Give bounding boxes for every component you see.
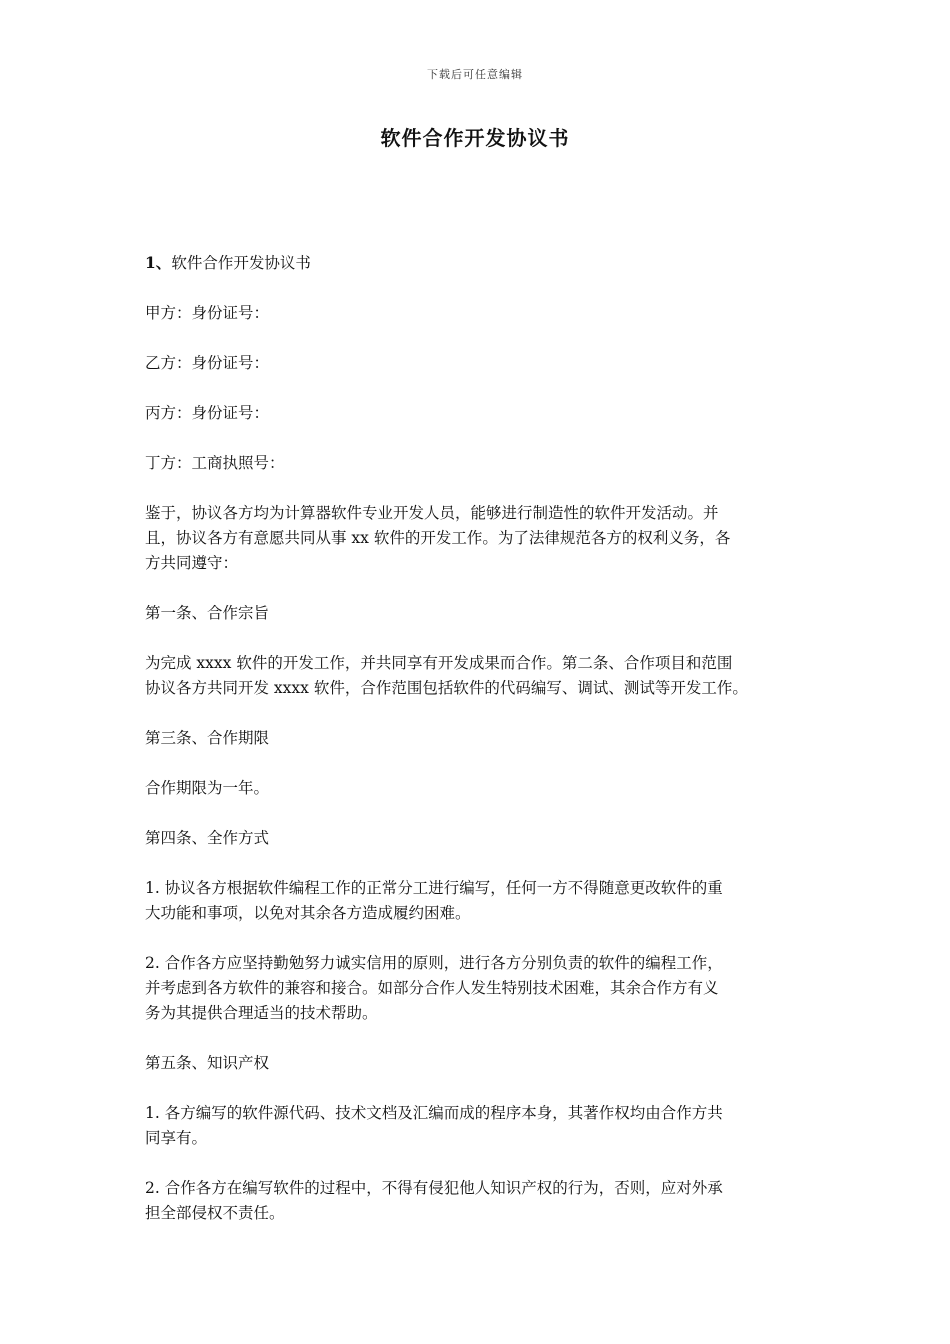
paragraph-line: 第五条、知识产权 xyxy=(145,1054,270,1072)
paragraph-line: 务为其提供合理适当的技术帮助。 xyxy=(145,1004,378,1022)
paragraph-line: 同享有。 xyxy=(145,1129,208,1147)
paragraph xyxy=(145,351,815,376)
document-body xyxy=(145,250,815,1251)
paragraph-line: 为完成 xxxx 软件的开发工作，并共同享有开发成果而合作。第二条、合作项目和范围 xyxy=(145,654,733,672)
paragraph xyxy=(145,776,815,801)
paragraph-line: 丙方：身份证号： xyxy=(145,404,270,422)
paragraph-list xyxy=(145,301,815,1226)
paragraph-line: 丁方：工商执照号： xyxy=(145,454,285,472)
paragraph-line: 鉴于，协议各方均为计算器软件专业开发人员，能够进行制造性的软件开发活动。并 xyxy=(145,504,719,522)
header-note: 下载后可任意编辑 xyxy=(427,68,523,81)
paragraph-line: 甲方：身份证号： xyxy=(145,304,270,322)
paragraph-line: 担全部侵权不责任。 xyxy=(145,1204,285,1222)
paragraph xyxy=(145,651,815,701)
section-1-number: 1 xyxy=(145,253,156,272)
paragraph-line: 2. 合作各方在编写软件的过程中，不得有侵犯他人知识产权的行为，否则，应对外承 xyxy=(145,1179,723,1197)
paragraph xyxy=(145,1101,815,1151)
paragraph-line: 2. 合作各方应坚持勤勉努力诚实信用的原则，进行各方分别负责的软件的编程工作， xyxy=(145,954,723,972)
paragraph xyxy=(145,1176,815,1226)
paragraph xyxy=(145,601,815,626)
paragraph-line: 并考虑到各方软件的兼容和接合。如部分合作人发生特别技术困难，其余合作方有义 xyxy=(145,979,719,997)
paragraph xyxy=(145,1051,815,1076)
section-1-separator: 、 xyxy=(155,253,172,272)
paragraph-line: 第四条、全作方式 xyxy=(145,829,270,847)
paragraph xyxy=(145,501,815,576)
paragraph xyxy=(145,301,815,326)
document-title: 软件合作开发协议书 xyxy=(380,126,570,150)
paragraph-line: 第三条、合作期限 xyxy=(145,729,270,747)
paragraph xyxy=(145,876,815,926)
paragraph-line: 方共同遵守： xyxy=(145,554,239,572)
paragraph-line: 1. 各方编写的软件源代码、技术文档及汇编而成的程序本身，其著作权均由合作方共 xyxy=(145,1104,723,1122)
paragraph-line: 乙方：身份证号： xyxy=(145,354,270,372)
section-1-heading xyxy=(145,250,815,276)
paragraph-line: 第一条、合作宗旨 xyxy=(145,604,270,622)
paragraph xyxy=(145,826,815,851)
paragraph-line: 且，协议各方有意愿共同从事 xx 软件的开发工作。为了法律规范各方的权利义务，各 xyxy=(145,529,731,547)
paragraph xyxy=(145,726,815,751)
paragraph-line: 合作期限为一年。 xyxy=(145,779,270,797)
paragraph-line: 协议各方共同开发 xxxx 软件，合作范围包括软件的代码编写、调试、测试等开发工作。 xyxy=(145,679,748,697)
paragraph xyxy=(145,451,815,476)
paragraph-line: 大功能和事项，以免对其余各方造成履约困难。 xyxy=(145,904,471,922)
paragraph-line: 1. 协议各方根据软件编程工作的正常分工进行编写，任何一方不得随意更改软件的重 xyxy=(145,879,723,897)
paragraph xyxy=(145,951,815,1026)
paragraph xyxy=(145,401,815,426)
section-1-label: 软件合作开发协议书 xyxy=(171,254,311,272)
